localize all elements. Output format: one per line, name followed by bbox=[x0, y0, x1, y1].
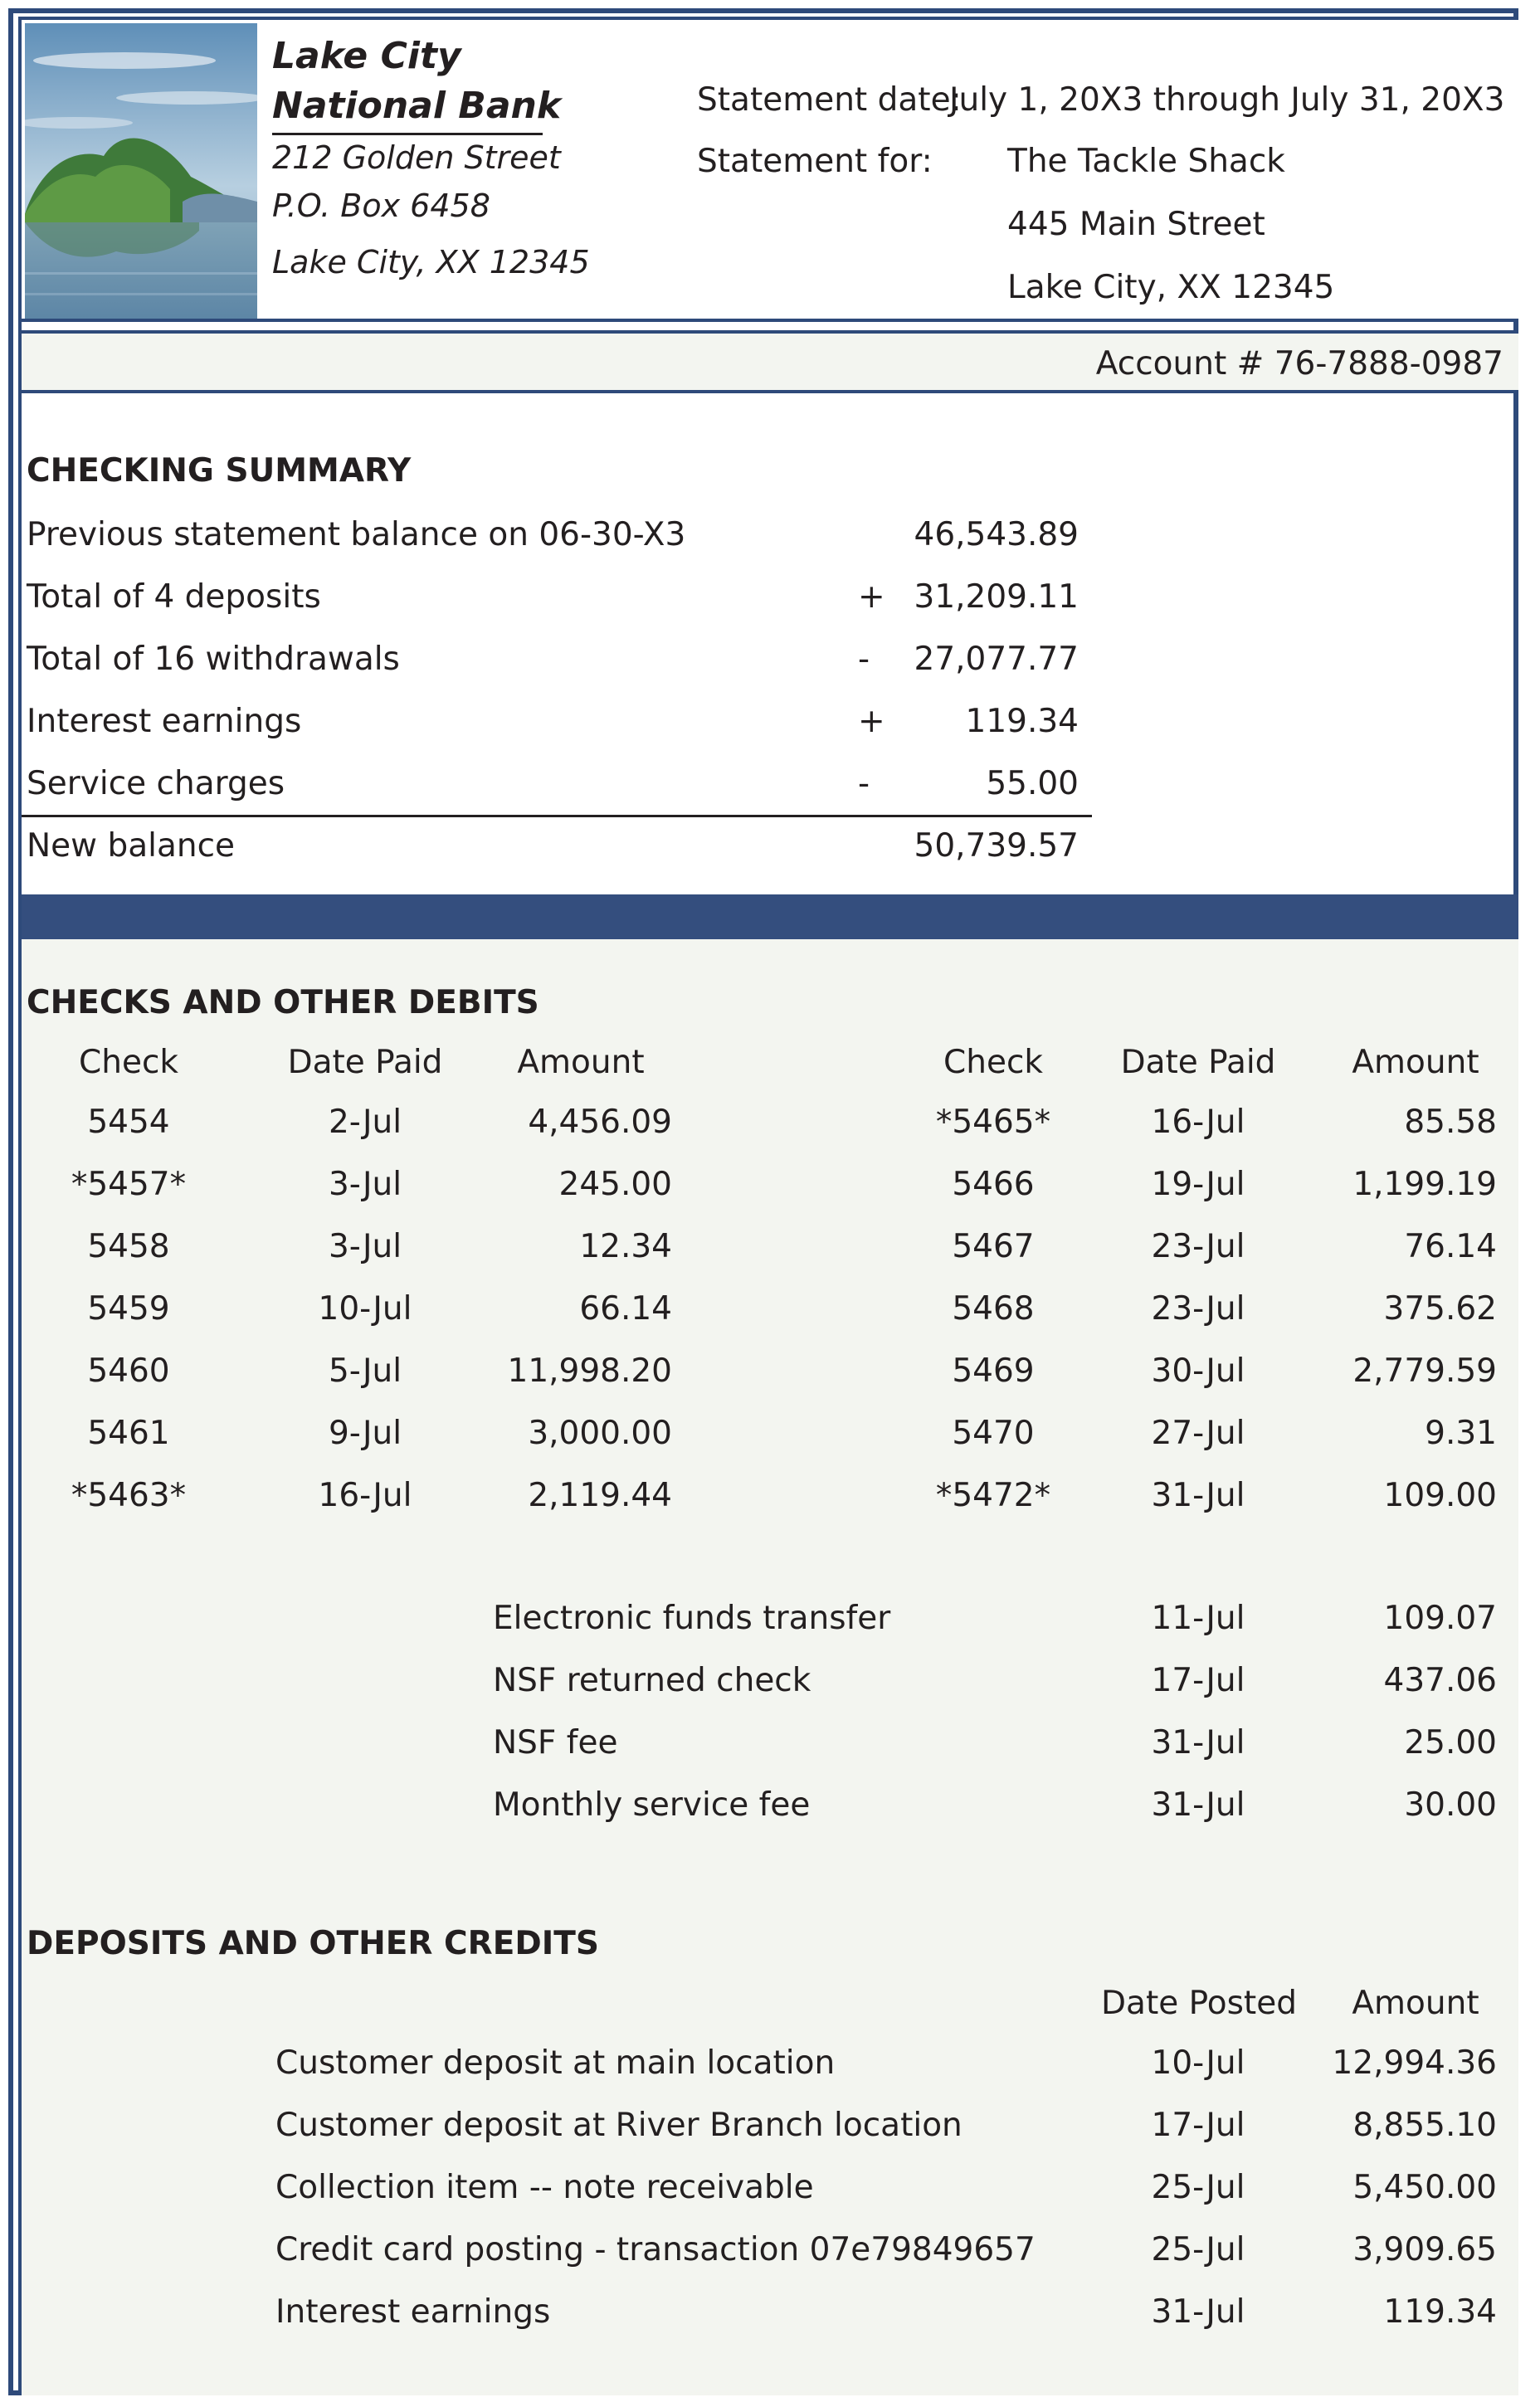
customer-address-street: 445 Main Street bbox=[1007, 206, 1265, 243]
col-date-posted: Date Posted bbox=[1101, 1985, 1297, 2022]
check-amount: 85.58 bbox=[1404, 1104, 1497, 1141]
check-number: *5457* bbox=[71, 1166, 187, 1203]
check-date-paid: 16-Jul bbox=[318, 1477, 412, 1514]
debit-date: 11-Jul bbox=[1151, 1600, 1245, 1637]
check-date-paid: 9-Jul bbox=[328, 1415, 402, 1452]
summary-total-rule bbox=[22, 815, 1092, 817]
debit-description: NSF returned check bbox=[493, 1662, 811, 1699]
credit-description: Interest earnings bbox=[275, 2293, 551, 2331]
summary-row-amount: 31,209.11 bbox=[914, 578, 1079, 616]
check-number: 5458 bbox=[87, 1228, 170, 1265]
check-amount: 2,119.44 bbox=[528, 1477, 672, 1514]
credit-date-posted: 17-Jul bbox=[1151, 2107, 1245, 2144]
check-number: 5460 bbox=[87, 1352, 170, 1390]
col-date-left: Date Paid bbox=[287, 1044, 443, 1081]
bank-name-line1: Lake City bbox=[272, 35, 461, 77]
col-check-right: Check bbox=[943, 1044, 1043, 1081]
statement-for-label: Statement for: bbox=[697, 143, 933, 180]
debits-heading: CHECKS AND OTHER DEBITS bbox=[27, 984, 539, 1021]
debit-description: NSF fee bbox=[493, 1724, 618, 1761]
check-date-paid: 23-Jul bbox=[1151, 1228, 1245, 1265]
bank-address-city: Lake City, XX 12345 bbox=[272, 244, 590, 280]
debit-date: 17-Jul bbox=[1151, 1662, 1245, 1699]
credit-date-posted: 25-Jul bbox=[1151, 2169, 1245, 2206]
check-number: 5466 bbox=[952, 1166, 1035, 1203]
col-amount-left: Amount bbox=[517, 1044, 645, 1081]
credit-description: Customer deposit at main location bbox=[275, 2044, 836, 2082]
summary-row-sign: + bbox=[858, 578, 885, 616]
credit-description: Collection item -- note receivable bbox=[275, 2169, 814, 2206]
check-amount: 1,199.19 bbox=[1352, 1166, 1497, 1203]
customer-address-city: Lake City, XX 12345 bbox=[1007, 269, 1335, 306]
check-amount: 4,456.09 bbox=[528, 1104, 672, 1141]
check-amount: 76.14 bbox=[1404, 1228, 1497, 1265]
debit-amount: 25.00 bbox=[1404, 1724, 1497, 1761]
summary-row-sign: - bbox=[858, 641, 870, 678]
bank-address-street: 212 Golden Street bbox=[272, 139, 561, 176]
credit-date-posted: 10-Jul bbox=[1151, 2044, 1245, 2082]
header-divider bbox=[22, 319, 1518, 322]
summary-row-amount: 50,739.57 bbox=[914, 827, 1079, 865]
credit-amount: 3,909.65 bbox=[1352, 2231, 1497, 2268]
credit-amount: 8,855.10 bbox=[1352, 2107, 1497, 2144]
debit-amount: 437.06 bbox=[1383, 1662, 1497, 1699]
check-amount: 245.00 bbox=[558, 1166, 672, 1203]
check-date-paid: 27-Jul bbox=[1151, 1415, 1245, 1452]
check-date-paid: 5-Jul bbox=[328, 1352, 402, 1390]
check-date-paid: 3-Jul bbox=[328, 1166, 402, 1203]
check-date-paid: 10-Jul bbox=[318, 1290, 412, 1328]
check-amount: 11,998.20 bbox=[507, 1352, 672, 1390]
customer-name: The Tackle Shack bbox=[1007, 143, 1285, 180]
credit-amount: 119.34 bbox=[1383, 2293, 1497, 2331]
check-number: 5470 bbox=[952, 1415, 1035, 1452]
debit-description: Monthly service fee bbox=[493, 1786, 811, 1824]
check-number: 5469 bbox=[952, 1352, 1035, 1390]
check-date-paid: 3-Jul bbox=[328, 1228, 402, 1265]
debit-date: 31-Jul bbox=[1151, 1786, 1245, 1824]
check-amount: 3,000.00 bbox=[528, 1415, 672, 1452]
debit-description: Electronic funds transfer bbox=[493, 1600, 891, 1637]
credits-heading: DEPOSITS AND OTHER CREDITS bbox=[27, 1925, 599, 1962]
check-amount: 109.00 bbox=[1383, 1477, 1497, 1514]
check-number: *5472* bbox=[935, 1477, 1051, 1514]
credit-date-posted: 31-Jul bbox=[1151, 2293, 1245, 2331]
summary-row-label: Total of 4 deposits bbox=[27, 578, 321, 616]
check-number: 5454 bbox=[87, 1104, 170, 1141]
col-date-right: Date Paid bbox=[1120, 1044, 1276, 1081]
summary-row-amount: 46,543.89 bbox=[914, 516, 1079, 553]
check-date-paid: 31-Jul bbox=[1151, 1477, 1245, 1514]
col-amount-right: Amount bbox=[1352, 1044, 1479, 1081]
check-number: 5468 bbox=[952, 1290, 1035, 1328]
check-number: *5463* bbox=[71, 1477, 187, 1514]
summary-row-label: Interest earnings bbox=[27, 703, 302, 740]
check-amount: 9.31 bbox=[1425, 1415, 1497, 1452]
debit-date: 31-Jul bbox=[1151, 1724, 1245, 1761]
summary-row-label: Previous statement balance on 06-30-X3 bbox=[27, 516, 686, 553]
check-date-paid: 2-Jul bbox=[328, 1104, 402, 1141]
statement-date-value: July 1, 20X3 through July 31, 20X3 bbox=[949, 81, 1505, 119]
check-date-paid: 30-Jul bbox=[1151, 1352, 1245, 1390]
bank-logo-image bbox=[25, 23, 257, 319]
check-amount: 12.34 bbox=[579, 1228, 672, 1265]
check-amount: 66.14 bbox=[579, 1290, 672, 1328]
check-amount: 2,779.59 bbox=[1352, 1352, 1497, 1390]
credit-date-posted: 25-Jul bbox=[1151, 2231, 1245, 2268]
statement-date-label: Statement date: bbox=[697, 81, 962, 119]
summary-row-label: New balance bbox=[27, 827, 236, 865]
summary-row-amount: 55.00 bbox=[986, 765, 1079, 802]
check-number: 5459 bbox=[87, 1290, 170, 1328]
bank-address-pobox: P.O. Box 6458 bbox=[272, 188, 490, 224]
col-credit-amount: Amount bbox=[1352, 1985, 1479, 2022]
check-amount: 375.62 bbox=[1383, 1290, 1497, 1328]
check-date-paid: 16-Jul bbox=[1151, 1104, 1245, 1141]
checking-summary-heading: CHECKING SUMMARY bbox=[27, 452, 412, 490]
check-date-paid: 23-Jul bbox=[1151, 1290, 1245, 1328]
summary-row-amount: 27,077.77 bbox=[914, 641, 1079, 678]
credit-amount: 12,994.36 bbox=[1332, 2044, 1497, 2082]
credit-amount: 5,450.00 bbox=[1352, 2169, 1497, 2206]
section-band bbox=[22, 894, 1518, 939]
debit-amount: 30.00 bbox=[1404, 1786, 1497, 1824]
bank-name-line2: National Bank bbox=[272, 85, 562, 127]
col-check-left: Check bbox=[79, 1044, 178, 1081]
check-number: 5461 bbox=[87, 1415, 170, 1452]
account-bar bbox=[22, 330, 1518, 393]
credit-description: Credit card posting - transaction 07e79849657 bbox=[275, 2231, 1036, 2268]
bank-name-underline bbox=[272, 133, 543, 135]
summary-row-label: Total of 16 withdrawals bbox=[27, 641, 400, 678]
summary-row-sign: + bbox=[858, 703, 885, 740]
summary-row-sign: - bbox=[858, 765, 870, 802]
credit-description: Customer deposit at River Branch location bbox=[275, 2107, 962, 2144]
check-date-paid: 19-Jul bbox=[1151, 1166, 1245, 1203]
debit-amount: 109.07 bbox=[1383, 1600, 1497, 1637]
check-number: *5465* bbox=[935, 1104, 1051, 1141]
summary-row-label: Service charges bbox=[27, 765, 285, 802]
summary-row-amount: 119.34 bbox=[965, 703, 1079, 740]
account-number: Account # 76-7888-0987 bbox=[1095, 345, 1503, 382]
check-number: 5467 bbox=[952, 1228, 1035, 1265]
